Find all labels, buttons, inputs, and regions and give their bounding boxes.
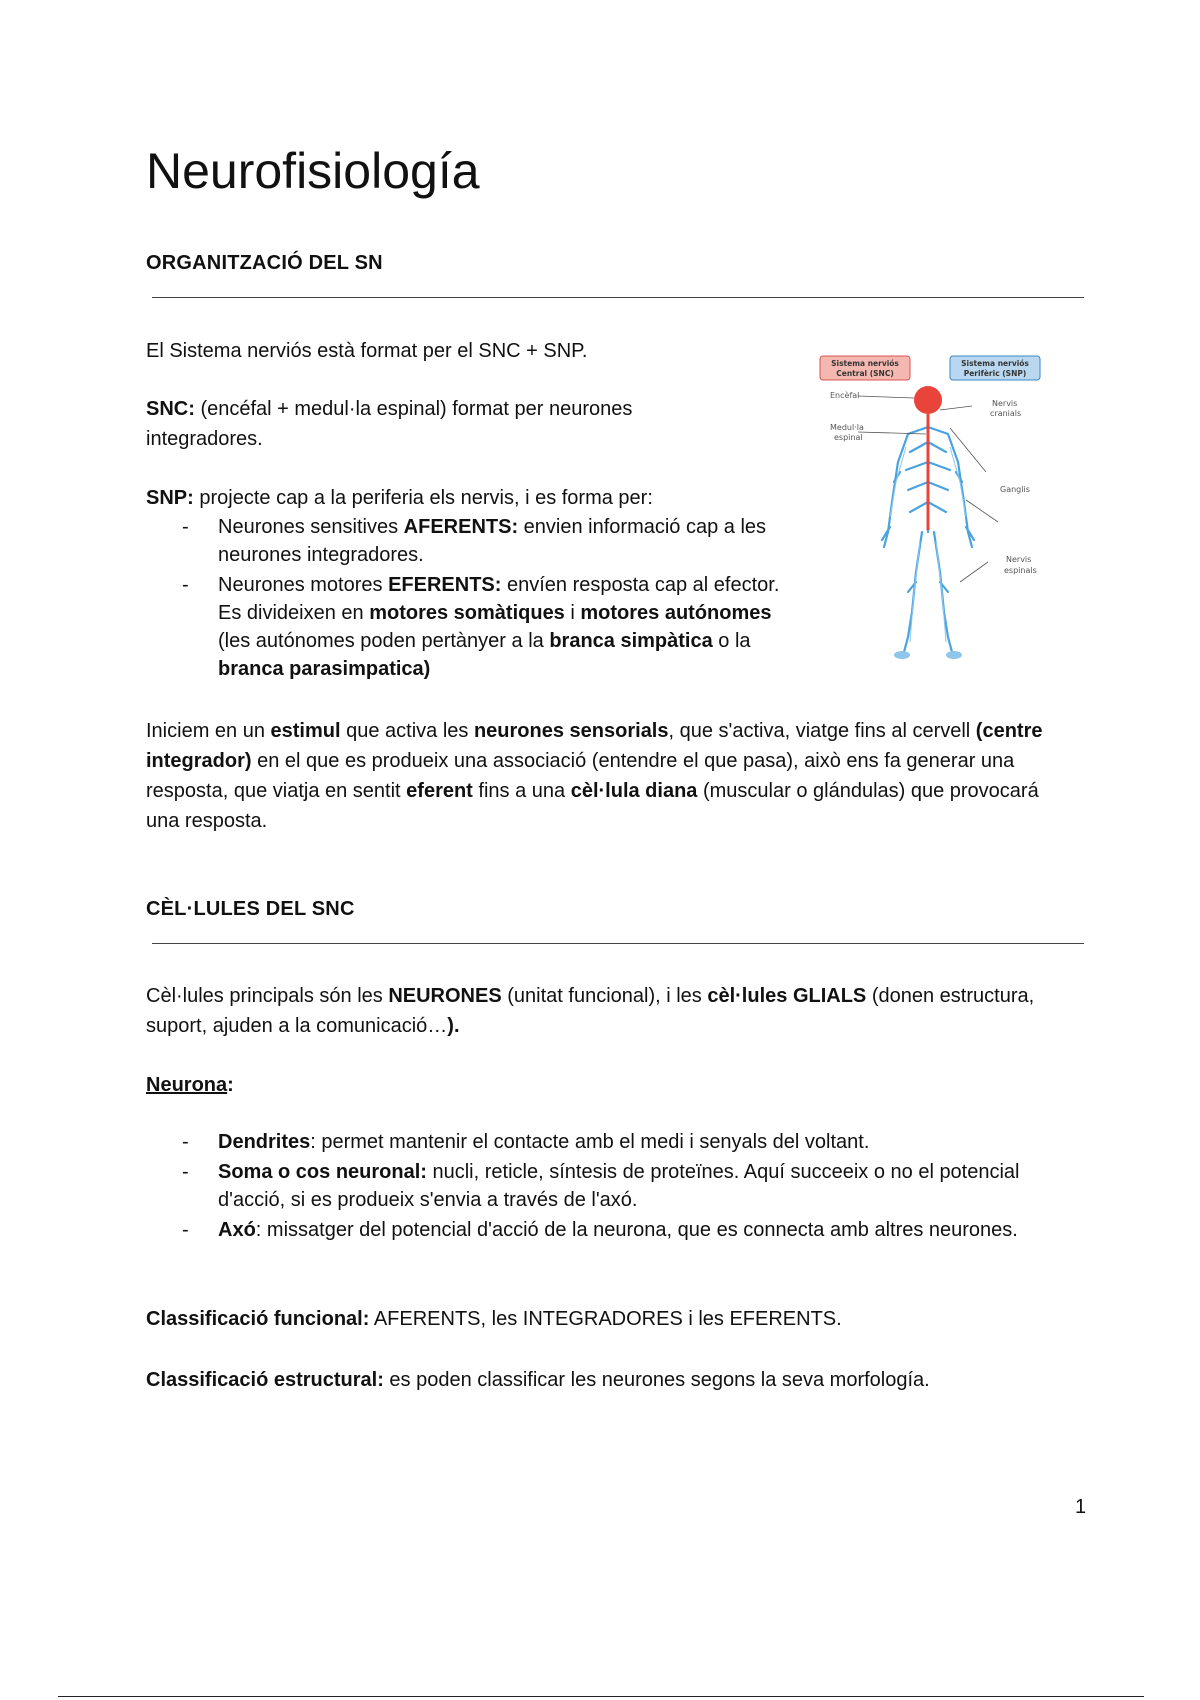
flow-bold: cèl·lula diana (570, 780, 698, 802)
flow-text: en el que es produeix una associació (entendre el que pasa), això ens fa generar una resposta, que viatja en sentit (146, 750, 1015, 802)
func-text: AFERENTS, les INTEGRADORES i les EFERENTS. (369, 1308, 842, 1330)
list-item-dendrites (146, 1128, 1046, 1156)
label-encefal: Encèfal (830, 391, 860, 400)
paragraph-snc (146, 394, 746, 454)
neurona-label: Neurona (146, 1074, 228, 1096)
list-text: envien informació cap a les neurones integradores. (218, 516, 767, 566)
nervous-system-figure (810, 352, 1050, 672)
list-text: nucli, reticle, síntesis de proteïnes. Aquí succeeix o no el potencial d'acció, si es produeix s'envia a través de l'axó. (218, 1161, 1020, 1211)
paragraph-classificacio-funcional (146, 1304, 1046, 1334)
bullet-dash: - (182, 1161, 189, 1183)
intro-bold: cèl·lules GLIALS (707, 985, 867, 1007)
list-text: Neurones motores (218, 574, 389, 596)
struct-text: es poden classificar les neurones segons la seva morfología. (383, 1369, 930, 1391)
snp-bullet-list (146, 513, 796, 685)
right-foot (946, 651, 962, 659)
label-nervis-espinals-1: Nervis (1006, 555, 1032, 564)
flow-text: , que s'activa, viatge fins al cervell (668, 720, 976, 742)
list-text: : missatger del potencial d'acció de la neurona, que es connecta amb altres neurones. (255, 1219, 1018, 1241)
snp-box-line2: Perifèric (SNP) (963, 369, 1027, 378)
list-item-eferents (146, 571, 796, 683)
snp-text: projecte cap a la periferia els nervis, i es forma per: (193, 487, 653, 509)
section-heading-organitzacio: ORGANITZACIÓ DEL SN (146, 252, 383, 274)
section-divider (152, 943, 1084, 944)
list-bold: Axó (218, 1219, 256, 1241)
document-title: Neurofisiología (146, 143, 480, 199)
snc-box-line1: Sistema nerviós (831, 359, 899, 368)
list-text: envíen resposta cap al efector. Es divideixen en (218, 574, 780, 624)
list-bold: EFERENTS: (388, 574, 502, 596)
list-text: Neurones sensitives (218, 516, 404, 538)
list-text: : permet mantenir el contacte amb el medi i senyals del voltant. (310, 1131, 870, 1153)
flow-bold: estimul (270, 720, 341, 742)
brain (914, 386, 942, 414)
nervous-system-diagram (810, 352, 1050, 672)
label-nervis-espinals-2: espinals (1004, 566, 1037, 575)
snc-label: SNC: (146, 398, 195, 420)
label-ganglis: Ganglis (1000, 485, 1030, 494)
paragraph-cellules-intro (146, 981, 1046, 1041)
list-bold: AFERENTS: (403, 516, 519, 538)
list-text: (les autónomes poden pertànyer a la (218, 630, 550, 652)
bullet-dash: - (182, 574, 189, 596)
flow-bold: (centre integrador) (146, 720, 1043, 772)
snp-box-line1: Sistema nerviós (961, 359, 1029, 368)
list-item-soma (146, 1158, 1046, 1214)
list-item-aferents (146, 513, 796, 569)
intro-bold: ). (447, 1015, 460, 1037)
func-label: Classificació funcional: (146, 1308, 370, 1330)
label-nervis-cranials-2: cranials (990, 409, 1022, 418)
paragraph-classificacio-estructural (146, 1365, 1046, 1395)
label-medulla-2: espinal (834, 433, 863, 442)
left-foot (894, 651, 910, 659)
snp-label: SNP: (146, 487, 194, 509)
list-bold: motores somàtiques (369, 602, 565, 624)
flow-text: (muscular o glándulas) que provocará una resposta. (146, 780, 1039, 832)
snc-box-line2: Central (SNC) (836, 369, 894, 378)
flow-bold: eferent (406, 780, 473, 802)
list-bold: Soma o cos neuronal: (218, 1161, 427, 1183)
intro-text: (unitat funcional), i les (501, 985, 708, 1007)
neurona-bullet-list (146, 1128, 1046, 1246)
flow-bold: neurones sensorials (473, 720, 669, 742)
body-silhouette (882, 386, 974, 659)
section-divider (152, 297, 1084, 298)
neurona-heading (146, 1070, 234, 1100)
snc-text: (encéfal + medul·la espinal) format per neurones integradores. (146, 398, 633, 450)
page-bottom-border (58, 1696, 1144, 1697)
bullet-dash: - (182, 516, 189, 538)
bullet-dash: - (182, 1219, 189, 1241)
list-bold: branca simpàtica (549, 630, 713, 652)
list-bold: branca parasimpatica) (218, 658, 431, 680)
bullet-dash: - (182, 1131, 189, 1153)
flow-text: que activa les (340, 720, 474, 742)
struct-label: Classificació estructural: (146, 1369, 384, 1391)
flow-text: Iniciem en un (146, 720, 271, 742)
paragraph-snp (146, 483, 786, 513)
list-bold: motores autónomes (580, 602, 772, 624)
paragraph-flow (146, 716, 1066, 836)
intro-text: Cèl·lules principals són les (146, 985, 389, 1007)
neurona-colon: : (227, 1074, 234, 1096)
list-bold: Dendrites (218, 1131, 311, 1153)
section-heading-cellules: CÈL·LULES DEL SNC (146, 898, 355, 920)
page-number: 1 (1075, 1496, 1087, 1518)
intro-text: (donen estructura, suport, ajuden a la comunicació… (146, 985, 1035, 1037)
list-text: i (564, 602, 581, 624)
list-item-axo (146, 1216, 1046, 1244)
label-medulla-1: Medul·la (830, 423, 864, 432)
flow-text: fins a una (472, 780, 571, 802)
intro-bold: NEURONES (388, 985, 502, 1007)
label-nervis-cranials-1: Nervis (992, 399, 1018, 408)
paragraph-intro: El Sistema nerviós està format per el SNC + SNP. (146, 340, 588, 362)
list-text: o la (712, 630, 751, 652)
